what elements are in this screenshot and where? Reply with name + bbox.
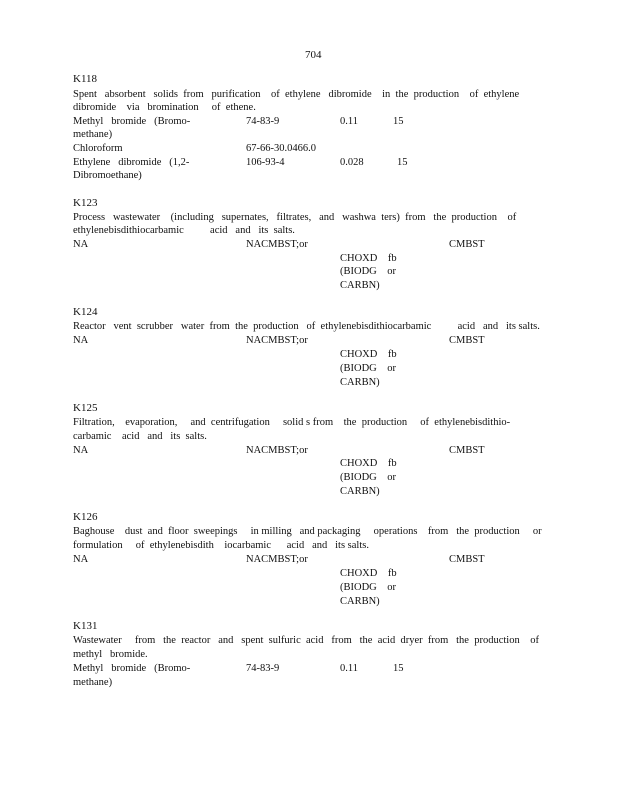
k124-description-line-1: Reactor vent scrubber water from the production of ethylenebisdithiocarbamic acid and its salts.	[73, 321, 540, 332]
k118-nonwastewater-std: 15	[397, 157, 408, 168]
k125-description-line-1: Filtration, evaporation, and centrifugation solid s from the production of ethylenebisdithio-	[73, 417, 511, 428]
k126-nonwastewater-std: CMBST	[449, 554, 485, 565]
k126-technology-line-1: CHOXD fb	[340, 568, 397, 579]
k126-description-line-1: Baghouse dust and floor sweepings in milling and packaging operations from the production or	[73, 526, 542, 537]
k125-nonwastewater-std: CMBST	[449, 445, 485, 456]
page-number: 704	[305, 49, 322, 61]
k131-nonwastewater-std: 15	[393, 663, 404, 674]
k126-constituent-na: NA	[73, 554, 89, 565]
k118-constituent-name-cont: Dibromoethane)	[73, 170, 142, 181]
k123-description-line-1: Process wastewater (including supernates, filtrates, and washwa ters) from the production of	[73, 212, 517, 223]
waste-code-k131: K131	[73, 620, 98, 632]
k126-wastewater-std: NACMBST;or	[246, 554, 308, 565]
k118-constituent-name: Ethylene dibromide (1,2-	[73, 157, 190, 168]
k118-description-line-2: dibromide via bromination of ethene.	[73, 102, 256, 113]
k125-technology-line-2: (BIODG or	[340, 472, 396, 483]
k131-description-line-2: methyl bromide.	[73, 649, 148, 660]
waste-code-k118: K118	[73, 73, 98, 85]
k125-description-line-2: carbamic acid and its salts.	[73, 431, 207, 442]
k123-nonwastewater-std: CMBST	[449, 239, 485, 250]
k125-constituent-na: NA	[73, 445, 89, 456]
k126-description-line-2: formulation of ethylenebisdith iocarbamic acid and its salts.	[73, 540, 369, 551]
k126-technology-line-3: CARBN)	[340, 596, 380, 607]
k118-nonwastewater-std: 15	[393, 116, 404, 127]
k118-cas-number: 74-83-9	[246, 116, 280, 127]
k118-description-line-1: Spent absorbent solids from purification of ethylene dibromide in the production of ethylene	[73, 89, 520, 100]
k126-technology-line-2: (BIODG or	[340, 582, 396, 593]
waste-code-k123: K123	[73, 197, 98, 209]
k123-technology-line-2: (BIODG or	[340, 266, 396, 277]
k131-description-line-1: Wastewater from the reactor and spent sulfuric acid from the acid dryer from the production of	[73, 635, 539, 646]
k124-constituent-na: NA	[73, 335, 89, 346]
k131-wastewater-std: 0.11	[340, 663, 358, 674]
k123-technology-line-3: CARBN)	[340, 280, 380, 291]
k118-cas-number: 106-93-4	[246, 157, 285, 168]
k124-nonwastewater-std: CMBST	[449, 335, 485, 346]
waste-code-k125: K125	[73, 402, 98, 414]
k118-constituent-name-cont: methane)	[73, 129, 113, 140]
k118-constituent-name: Methyl bromide (Bromo-	[73, 116, 191, 127]
k124-wastewater-std: NACMBST;or	[246, 335, 308, 346]
k123-constituent-na: NA	[73, 239, 89, 250]
k125-technology-line-3: CARBN)	[340, 486, 380, 497]
k118-wastewater-std: 0.11	[340, 116, 358, 127]
waste-code-k126: K126	[73, 511, 98, 523]
k118-wastewater-std: 0.028	[340, 157, 364, 168]
k125-technology-line-1: CHOXD fb	[340, 458, 397, 469]
k123-technology-line-1: CHOXD fb	[340, 253, 397, 264]
k123-wastewater-std: NACMBST;or	[246, 239, 308, 250]
k131-cas-number: 74-83-9	[246, 663, 280, 674]
k118-constituent-name: Chloroform	[73, 143, 123, 154]
k118-cas-number: 67-66-30.0466.0	[246, 143, 316, 154]
k124-technology-line-3: CARBN)	[340, 377, 380, 388]
k125-wastewater-std: NACMBST;or	[246, 445, 308, 456]
k131-constituent-name-cont: methane)	[73, 677, 113, 688]
waste-code-k124: K124	[73, 306, 98, 318]
k123-description-line-2: ethylenebisdithiocarbamic acid and its salts.	[73, 225, 295, 236]
k131-constituent-name: Methyl bromide (Bromo-	[73, 663, 191, 674]
k124-technology-line-1: CHOXD fb	[340, 349, 397, 360]
k124-technology-line-2: (BIODG or	[340, 363, 396, 374]
